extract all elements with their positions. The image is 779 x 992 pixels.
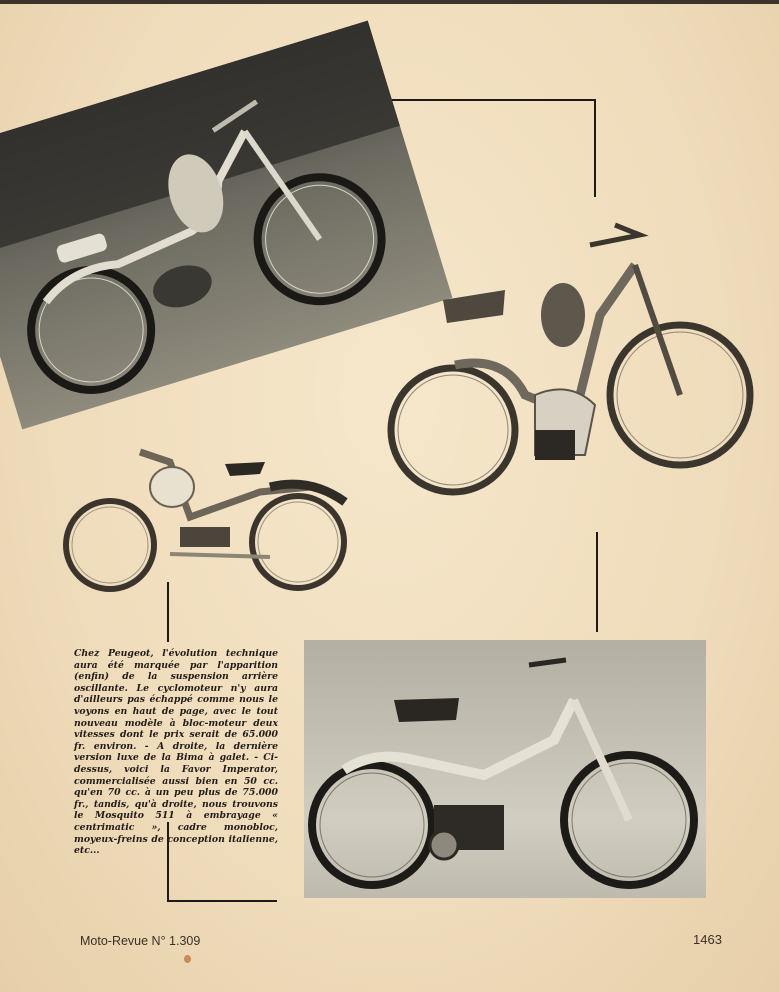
mosquito-511-image: [304, 640, 706, 898]
frame-line-right-upper: [594, 99, 596, 197]
photo-caption: Chez Peugeot, l'évolution technique aura été marquée par l'apparition (enfin) de la suspension arrière oscillante. Le cyclomoteur n'y aura d'ailleurs pas échappé comme nous le voyons en haut de page, avec le tout nouveau modèle à bloc-moteur deux vitesses dont le prix serait de 65.000 fr. environ. - A droite, la dernière version luxe de la Bima à galet. - Ci-dessus, voici la Favor Imperator, commercialisée aussi bien en 50 cc. qu'en 70 cc. à un peu plus de 75.000 fr., tandis, qu'à droite, nous trouvons le Mosquito 511 à embrayage « centrimatic », cadre monobloc, moyeux-freins de conception italienne, etc...: [74, 648, 278, 857]
page-top-edge: [0, 0, 779, 4]
frame-line-middle: [596, 532, 598, 632]
page-number: 1463: [693, 932, 722, 947]
photo-favor-imperator: [60, 432, 350, 597]
frame-line-bottom: [167, 900, 277, 902]
frame-line-top: [380, 99, 596, 101]
photo-mosquito-511: [304, 640, 706, 898]
magazine-issue-label: Moto-Revue N° 1.309: [80, 934, 201, 948]
photo-bima-moped: [385, 205, 760, 510]
paper-stain-mark: [184, 955, 191, 963]
favor-imperator-image: [60, 432, 350, 597]
bima-moped-image: [385, 205, 760, 510]
